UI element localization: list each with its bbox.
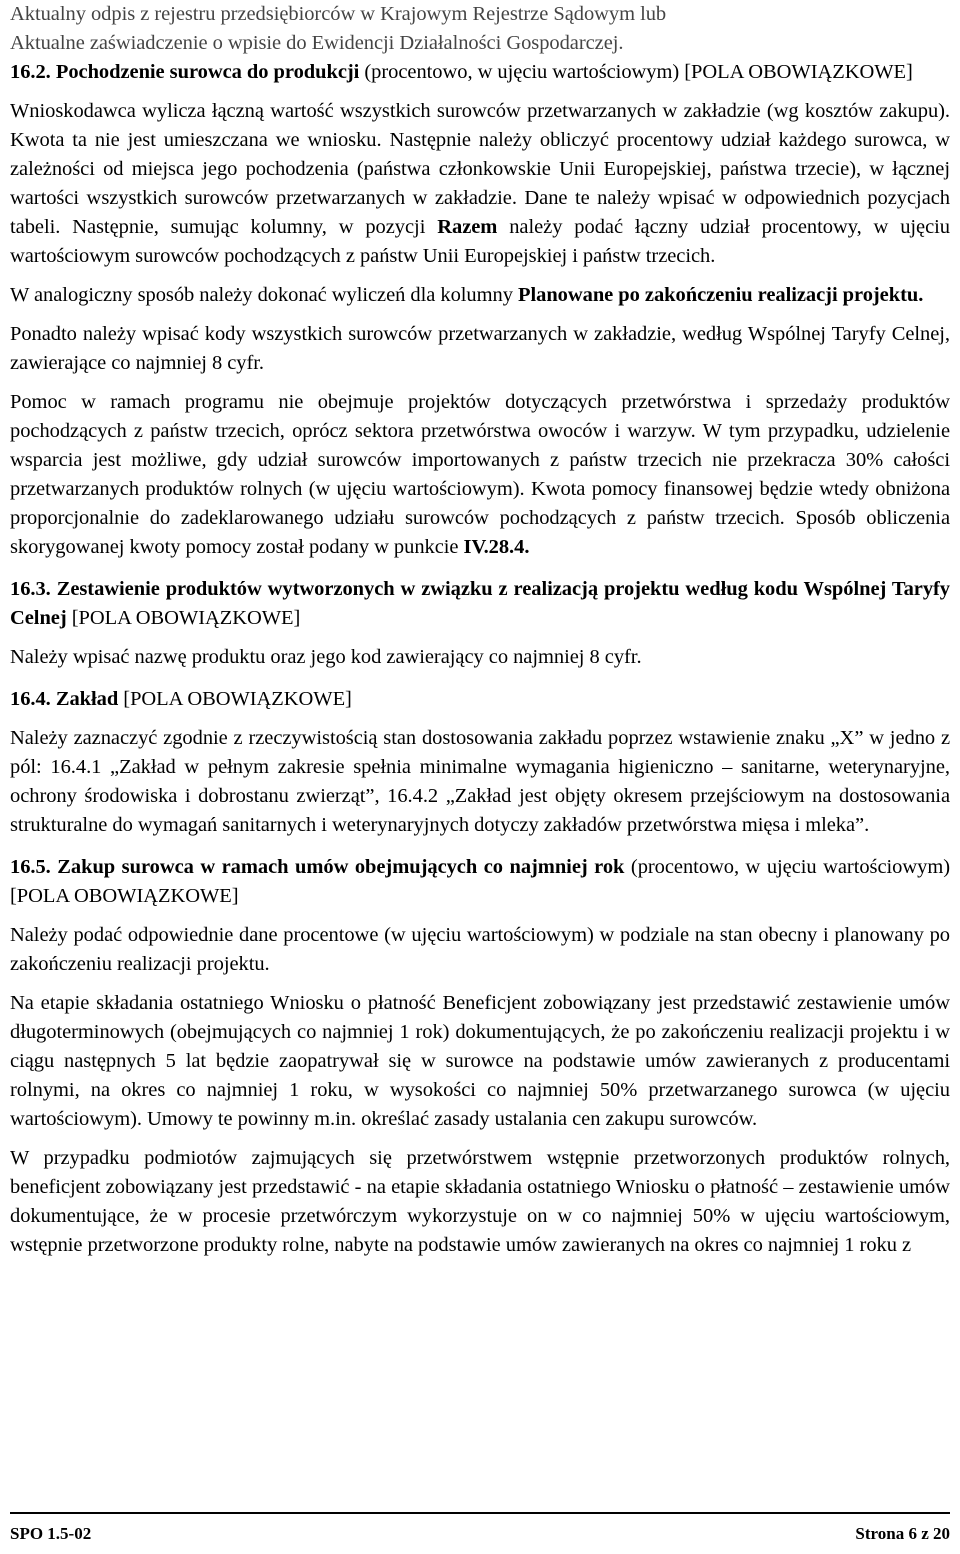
page-number: Strona 6 z 20 [855,1524,950,1543]
paragraph: Pomoc w ramach programu nie obejmuje projektów dotyczących przetwórstwa i sprzedaży produktów pochodzących z państw trzecich, oprócz sektora przetwórstwa owoców i warzyw. W tym przypadku, udzielenie wsparcia jest możliwe, gdy udział surowców importowanych z państw trzecich nie przekracza 30% całości przetwarzanych produktów rolnych (w ujęciu wartościowym). Kwota pomocy finansowej będzie wtedy obniżona proporcjonalnie do zadeklarowanego udziału surowców pochodzących z państw trzecich. Sposób obliczenia skorygowanej kwoty pomocy został podany w punkcie IV.28.4. [10,391,950,558]
intro-line-1: Aktualny odpis z rejestru przedsiębiorców w Krajowym Rejestrze Sądowym lub [10,3,667,25]
paragraph: W analogiczny sposób należy dokonać wyliczeń dla kolumny Planowane po zakończeniu realizacji projektu. [10,284,924,306]
document-page [10,0,950,1260]
intro-line-2: Aktualne zaświadczenie o wpisie do Ewidencji Działalności Gospodarczej. [10,32,624,54]
paragraph: Należy wpisać nazwę produktu oraz jego kod zawierający co najmniej 8 cyfr. [10,646,642,668]
section-16-4-heading [10,685,950,714]
paragraph: Ponadto należy wpisać kody wszystkich surowców przetwarzanych w zakładzie, według Wspólnej Taryfy Celnej, zawierające co najmniej 8 cyfr. [10,323,950,374]
paragraph: W przypadku podmiotów zajmujących się przetwórstwem wstępnie przetworzonych produktów rolnych, beneficjent zobowiązany jest przedstawić - na etapie składania ostatniego Wniosku o płatność – zestawienie umów dokumentujące, że w procesie przetwórczym wykorzystuje on w co najmniej 50% w ujęciu wartościowym, wstępnie przetworzone produkty rolne, nabyte na podstawie umów zawieranych na okres co najmniej 1 roku z [10,1147,950,1256]
section-16-2-heading [10,58,950,87]
section-subtitle: (procentowo, w ujęciu wartościowym) [POLA OBOWIĄZKOWE] [359,61,913,83]
section-subtitle: [POLA OBOWIĄZKOWE] [118,688,352,710]
paragraph: Na etapie składania ostatniego Wniosku o płatność Beneficjent zobowiązany jest przedstawić zestawienie umów długoterminowych (obejmujących co najmniej 1 rok) dokumentujących, że po zakończeniu realizacji projektu i w ciągu następnych 5 lat będzie zaopatrywał się w surowce na podstawie umów zawieranych z producentami rolnymi, na okres co najmniej 1 roku, w wysokości co najmniej 50% przetwarzanego surowca (w ujęciu wartościowym). Umowy te powinny m.in. określać zasady ustalania cen zakupu surowców. [10,992,950,1130]
section-title: Zestawienie produktów wytworzonych w związku z realizacją projektu według kodu Wspólnej Taryfy Celnej [10,578,950,629]
page-footer [10,1512,950,1544]
paragraph: Wnioskodawca wylicza łączną wartość wszystkich surowców przetwarzanych w zakładzie (wg kosztów zakupu). Kwota ta nie jest umieszczana we wniosku. Następnie należy obliczyć procentowy udział każdego surowca, w zależności od miejsca jego pochodzenia (państwa członkowskie Unii Europejskiej, państwa trzecie), w łącznej wartości wszystkich surowców przetwarzanych w zakładzie. Dane te należy wpisać w odpowiednich pozycjach tabeli. Następnie, sumując kolumny, w pozycji Razem należy podać łączny udział procentowy, w ujęciu wartościowym surowców pochodzących z państw Unii Europejskiej i państw trzecich. [10,100,950,267]
section-title: Zakład [55,688,119,710]
section-16-3-heading [10,575,950,633]
document-code: SPO 1.5-02 [10,1524,92,1543]
section-subtitle: (procentowo, w ujęciu wartościowym) [POLA OBOWIĄZKOWE] [10,856,950,907]
section-number: 16.4. [10,688,51,710]
paragraph: Należy podać odpowiednie dane procentowe (w ujęciu wartościowym) w podziale na stan obecny i planowany po zakończeniu realizacji projektu. [10,924,950,975]
section-number: 16.2. [10,61,51,83]
section-title: Zakup surowca w ramach umów obejmujących co najmniej rok [57,856,625,878]
section-number: 16.5. [10,856,51,878]
paragraph: Należy zaznaczyć zgodnie z rzeczywistością stan dostosowania zakładu poprzez wstawienie znaku „X” w jedno z pól: 16.4.1 „Zakład w pełnym zakresie spełnia minimalne wymagania higieniczno – sanitarne, weterynaryjne, ochrony środowiska i dobrostanu zwierząt”, 16.4.2 „Zakład jest objęty okresem przejściowym na dostosowania strukturalne do wymagań sanitarnych i weterynaryjnych dotyczy zakładów przetwórstwa mięsa i mleka”. [10,727,950,836]
section-number: 16.3. [10,578,51,600]
section-16-5-heading [10,853,950,911]
section-subtitle: [POLA OBOWIĄZKOWE] [66,607,301,629]
section-title: Pochodzenie surowca do produkcji [55,61,360,83]
